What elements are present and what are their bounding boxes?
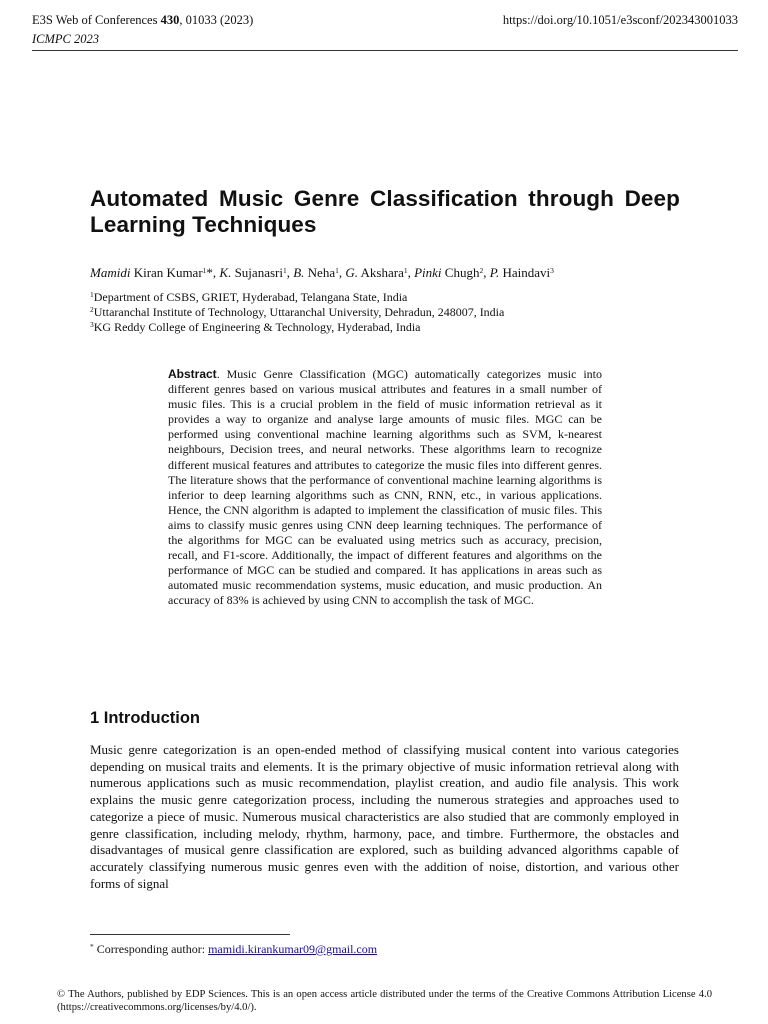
section-heading: 1 Introduction (90, 709, 200, 727)
footnote (90, 942, 377, 957)
author: K. Sujanasri$^1$, (219, 265, 294, 280)
affiliation-3: $^3$KG Reddy College of Engineering & Technology, Hyderabad, India (90, 320, 421, 334)
affiliation-2: $^2$Uttaranchal Institute of Technology, Uttaranchal University, Dehradun, 248007, India (90, 305, 505, 319)
intro-paragraph: Music genre categorization is an open-ended method of classifying musical content into various categories depending on musical traits and elements. It is the primary objective of music information retrieval along with numerous applications such as music recommendation, playlist creation, and audio file analysis. This work explains the music genre categorization process, including the numerous strategies and approaches used to categorize a piece of music. Numerous musical characteristics are also studied that are commonly employed in genre classification, including melody, rhythm, harmony, pace, and timbre. Furthermore, the obstacles and disadvantages of musical genre classification are explored, such as building advanced algorithms capable of accurately classifying numerous music genres even with the addition of noise, distortion, and various other forms of signal (90, 742, 679, 891)
article-number-year: , 01033 (2023) (179, 13, 254, 27)
running-header-left (32, 12, 253, 28)
affiliation-1: $^1$Department of CSBS, GRIET, Hyderabad, Telangana State, India (90, 290, 408, 304)
author-list (90, 264, 690, 281)
doi-link[interactable]: https://doi.org/10.1051/e3sconf/202343001033 (502, 13, 738, 27)
abstract-text: . Music Genre Classification (MGC) automatically categorizes music into different genres based on various musical attributes and features in a small number of music files. This is a crucial problem in the field of music information retrieval as it provides a way to organize and analyse large amounts of music files. MGC can be performed using conventional machine learning algorithms such as SVM, k-nearest neighbours, Decision trees, and neural networks. These algorithms learn to recognize different musical features and attributes to categorize the music files into different genres. The literature shows that the performance of conventional machine learning algorithms is inferior to deep learning algorithms such as CNN, RNN, etc., in various applications. Hence, the CNN algorithm is adapted to implement the classification of music files. This aims to classify music genres using CNN deep learning techniques. The performance of the algorithms for MGC can be evaluated using metrics such as accuracy, precision, recall, and F1-score. Additionally, the impact of different features and algorithms on the performance of MGC can be studied and compared. It has applications in areas such as automated music recommendation systems, music education, and music production. An accuracy of 83% is achieved by using CNN to accomplish the task of MGC. (168, 367, 602, 608)
corresponding-email-link[interactable]: mamidi.kirankumar09@gmail.com (208, 942, 378, 956)
license-notice: © The Authors, published by EDP Sciences. This is an open access article distributed under the terms of the Creative Commons Attribution License 4.0 (https://creativecommons.org/licenses/by/4.0/). (57, 989, 712, 1013)
footnote-label: Corresponding author: (93, 942, 209, 956)
conference-name: ICMPC 2023 (32, 32, 100, 46)
header-rule (32, 50, 738, 51)
footnote-rule (90, 934, 290, 935)
author: G. Akshara$^1$, (345, 265, 415, 280)
footnote-marker: * (90, 942, 94, 951)
author: B. Neha$^1$, (293, 265, 346, 280)
author: Pinki Chugh$^2$, (414, 265, 490, 280)
paper-title: Automated Music Genre Classification through Deep Learning Techniques (90, 186, 680, 237)
abstract-label: Abstract (168, 367, 217, 381)
journal-name: E3S Web of Conferences (32, 13, 158, 27)
author: P. Haindavi$^3$ (489, 265, 554, 280)
journal-volume: 430 (160, 13, 180, 27)
author: Mamidi Kiran Kumar$^1$*, (90, 265, 220, 280)
abstract (168, 367, 602, 609)
